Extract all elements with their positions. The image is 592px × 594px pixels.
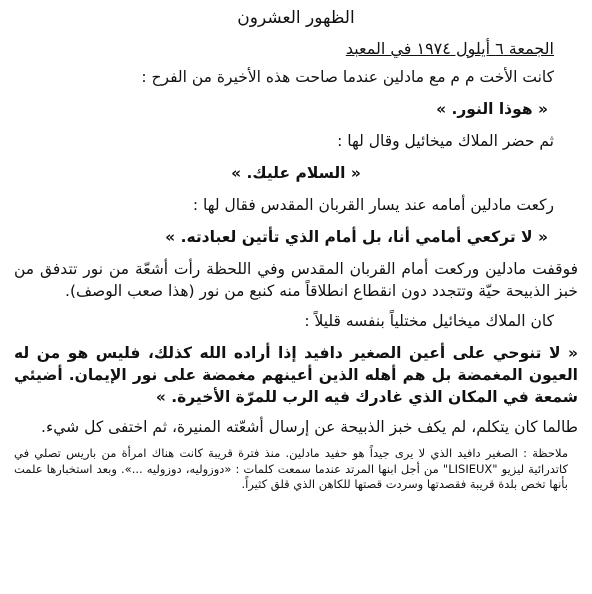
quote-block: « لا تنوحي على أعين الصغير دافيد إذا أراده الله كذلك، فليس هو من له العيون المغمضة بل هم أهله الذين أعينهم مغمضة على نور الإيمان. أضيئي شمعة في المكان الذي غادرك فيه الرب للمرّة الأخيرة. » — [14, 344, 578, 406]
paragraph: طالما كان يتكلم، لم يكف خبز الذبيحة عن إرسال أشعّته المنيرة، ثم اختفى كل شيء. — [41, 418, 578, 436]
quote: « لا تركعي أمامي أنا، بل أمام الذي تأتين لعبادته. » — [165, 228, 548, 246]
quote: « السلام عليك. » — [231, 164, 361, 182]
footnote: ملاحظة : الصغير دافيد الذي لا يرى جيداً هو حفيد مادلين. منذ فترة قريبة كانت هناك امرأة من باريس تصلي في كاتدرائية ليزيو "LISIEUX" من أجل ابنها المرتد عندما سمعت كلمات : «دوزوليه، دوزوليه ...». وبعد استخبارها علمت بأنها تخص بلدة قريبة فقصدتها وسردت قصتها للكاهن الذي قلق كثيراً. — [14, 446, 568, 491]
paragraph: كان الملاك ميخائيل مختلياً بنفسه قليلاً : — [304, 312, 554, 330]
paragraph: ثم حضر الملاك ميخائيل وقال لها : — [337, 132, 554, 150]
paragraph: فوقفت مادلين وركعت أمام القربان المقدس وفي اللحظة رأت أشعّة من نور تتدفق من خبز الذبيحة حيّة وتتجدد دون انقطاع انطلاقاً منه كنبع من نور (هذا صعب الوصف). — [14, 260, 578, 300]
date-heading-row — [14, 38, 578, 66]
quote: « هوذا النور. » — [436, 100, 548, 118]
paragraph: كانت الأخت م م مع مادلين عندما صاحت هذه الأخيرة من الفرح : — [141, 68, 554, 86]
page-title: الظهور العشرون — [237, 8, 355, 28]
date-heading: الجمعة ٦ أيلول ١٩٧٤ في المعبد — [345, 39, 554, 58]
paragraph: ركعت مادلين أمامه عند يسار القربان المقدس فقال لها : — [192, 196, 554, 214]
